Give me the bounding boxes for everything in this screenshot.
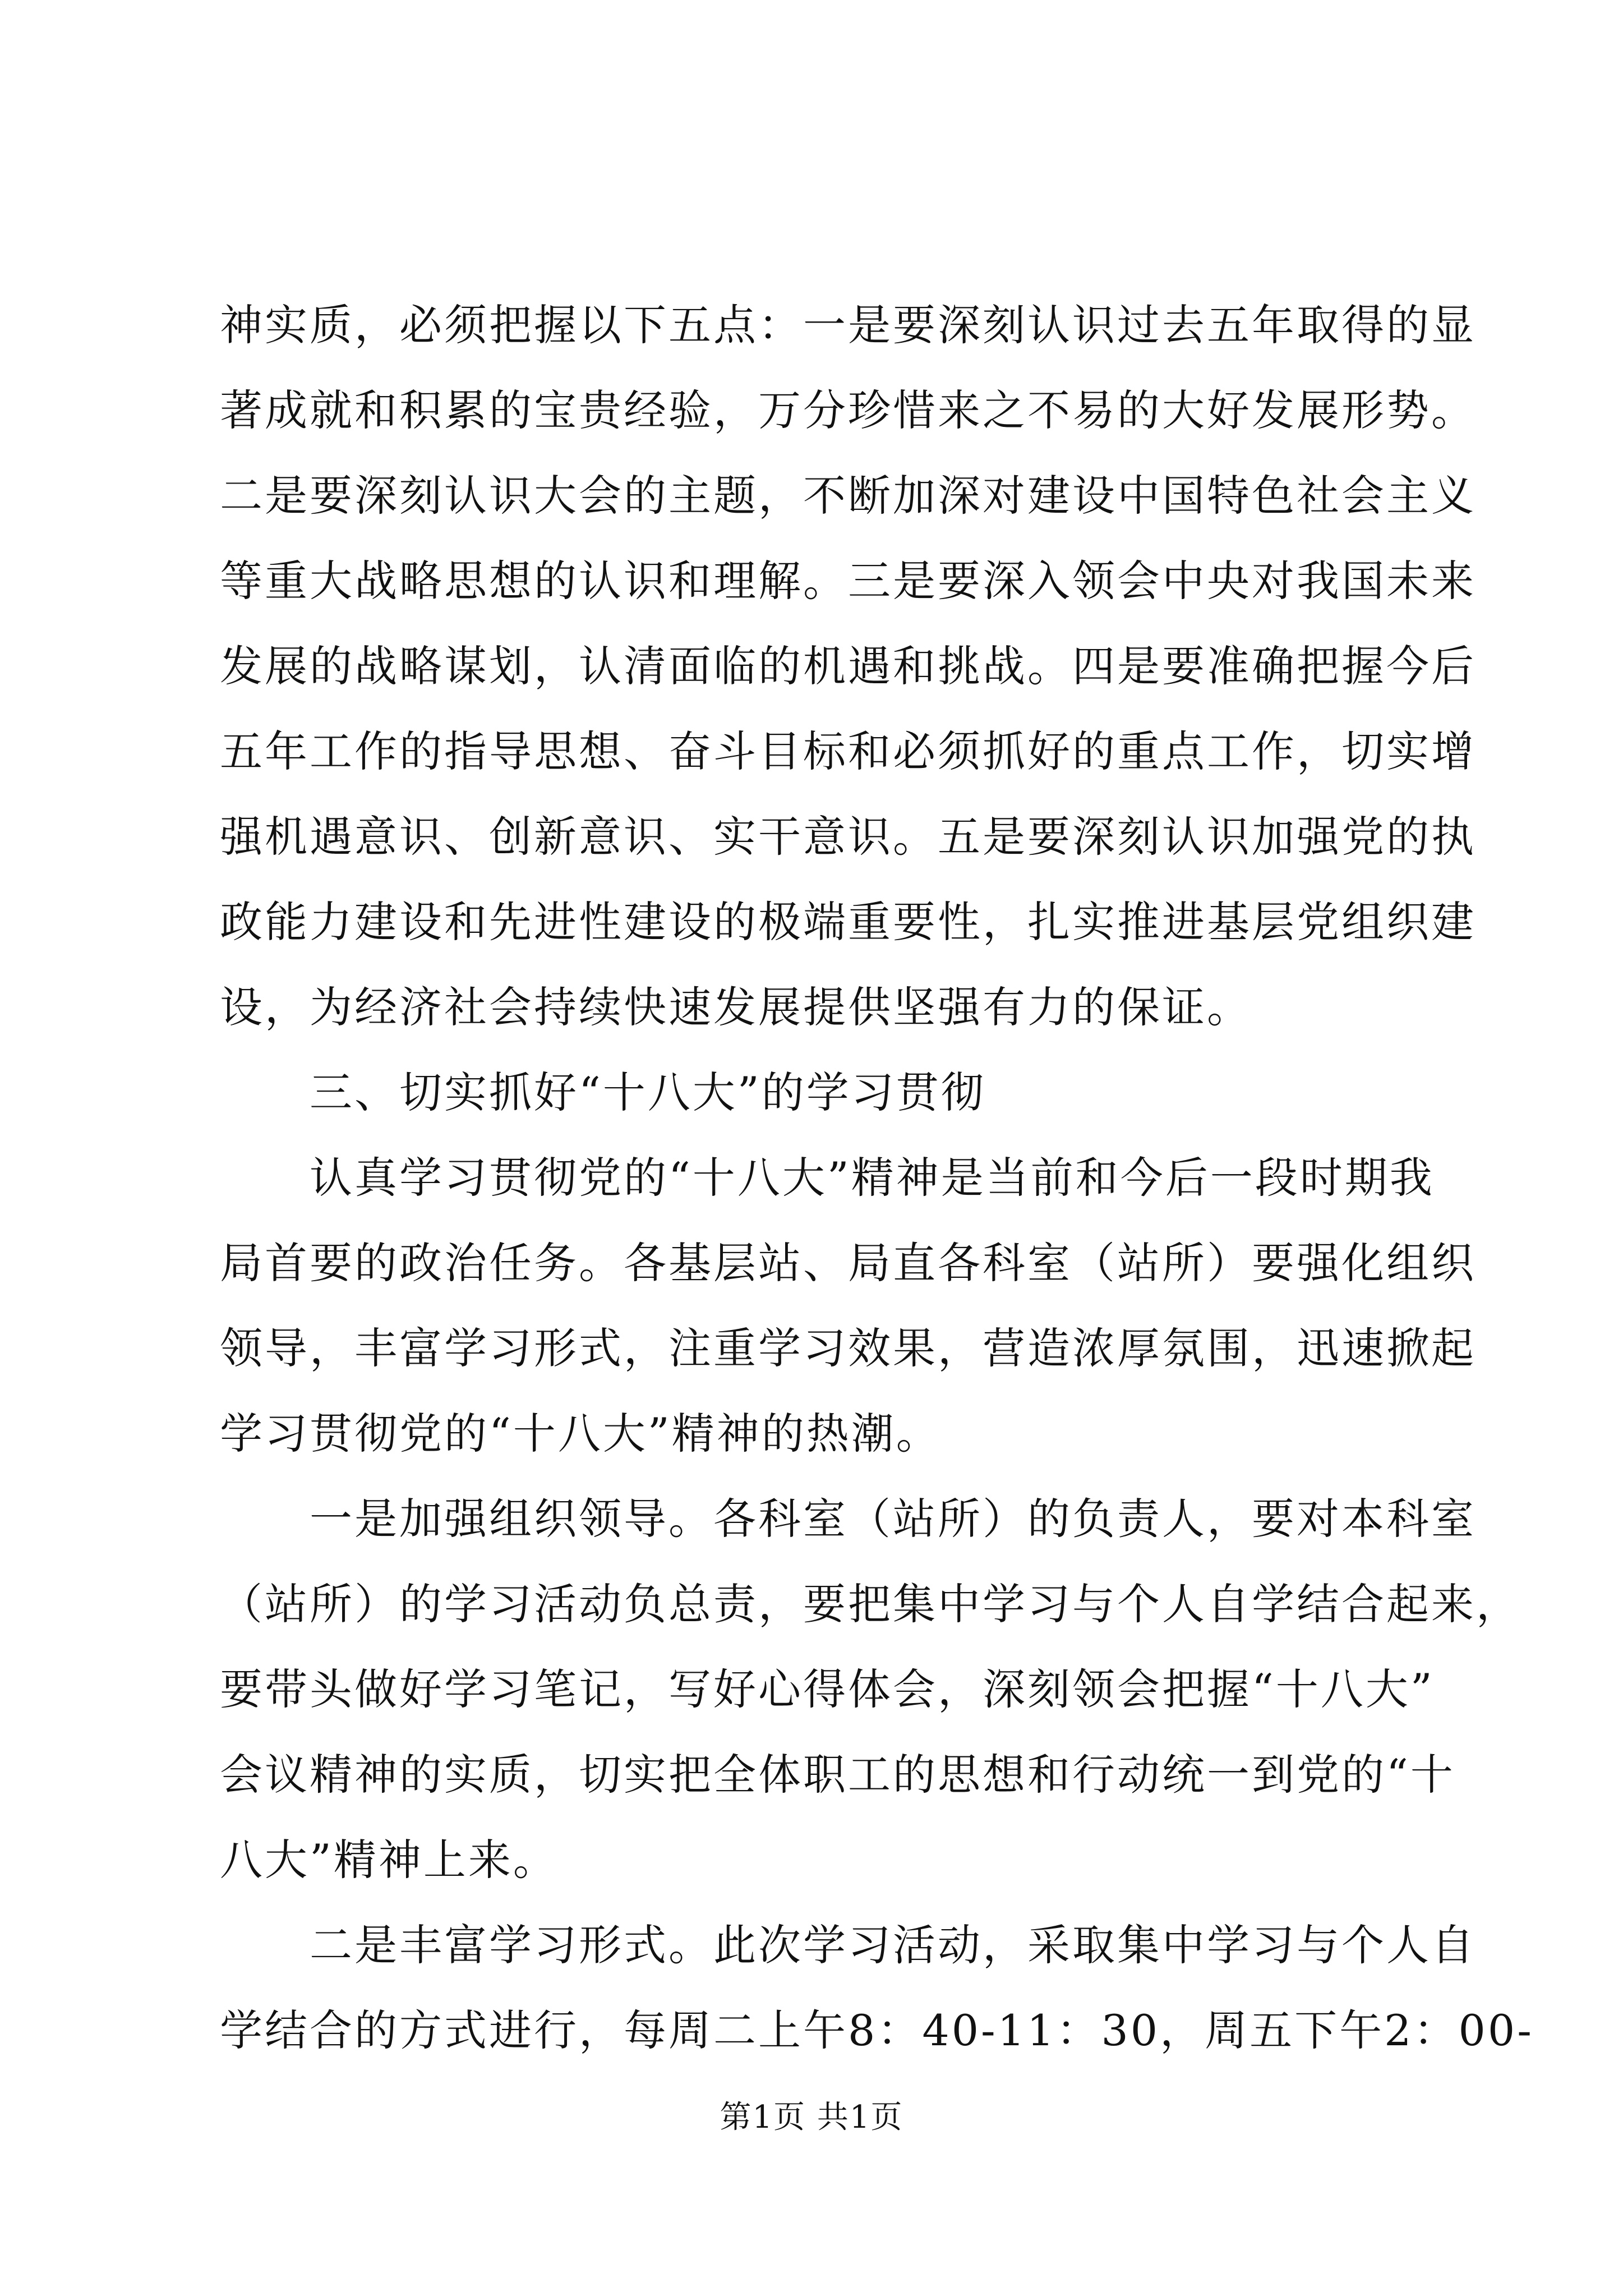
text-line: 二是丰富学习形式。此次学习活动，采取集中学习与个人自 [310,1920,1476,1970]
text-line: 等重大战略思想的认识和理解。三是要深入领会中央对我国未来 [220,556,1476,606]
page-footer: 第1页 共1页 [720,2099,903,2136]
text-line: 领导，丰富学习形式，注重学习效果，营造浓厚氛围，迅速掀起 [220,1323,1476,1373]
text-line: 二是要深刻认识大会的主题，不断加深对建设中国特色社会主义 [220,471,1476,521]
text-line: （站所）的学习活动负总责，要把集中学习与个人自学结合起来， [220,1579,1521,1629]
text-line: 局首要的政治任务。各基层站、局直各科室（站所）要强化组织 [220,1238,1476,1288]
text-line: 学结合的方式进行，每周二上午8：40-11：30，周五下午2：00- [220,2005,1534,2055]
text-line: 五年工作的指导思想、奋斗目标和必须抓好的重点工作，切实增 [220,726,1476,776]
text-line: 要带头做好学习笔记，写好心得体会，深刻领会把握“十八大” [220,1664,1435,1714]
text-line: 认真学习贯彻党的“十八大”精神是当前和今后一段时期我 [310,1153,1435,1203]
text-line: 发展的战略谋划，认清面临的机遇和挑战。四是要准确把握今后 [220,641,1476,691]
text-line: 强机遇意识、创新意识、实干意识。五是要深刻认识加强党的执 [220,812,1476,862]
text-line: 会议精神的实质，切实把全体职工的思想和行动统一到党的“十 [220,1750,1455,1800]
text-line: 著成就和积累的宝贵经验，万分珍惜来之不易的大好发展形势。 [220,385,1476,435]
section-heading: 三、切实抓好“十八大”的学习贯彻 [310,1068,986,1117]
text-line: 政能力建设和先进性建设的极端重要性，扎实推进基层党组织建 [220,897,1476,947]
text-line: 八大”精神上来。 [220,1835,558,1885]
text-line: 设，为经济社会持续快速发展提供坚强有力的保证。 [220,982,1252,1032]
text-line: 一是加强组织领导。各科室（站所）的负责人，要对本科室 [310,1494,1476,1544]
text-line: 学习贯彻党的“十八大”精神的热潮。 [220,1409,941,1458]
text-line: 神实质，必须把握以下五点：一是要深刻认识过去五年取得的显 [220,300,1476,350]
